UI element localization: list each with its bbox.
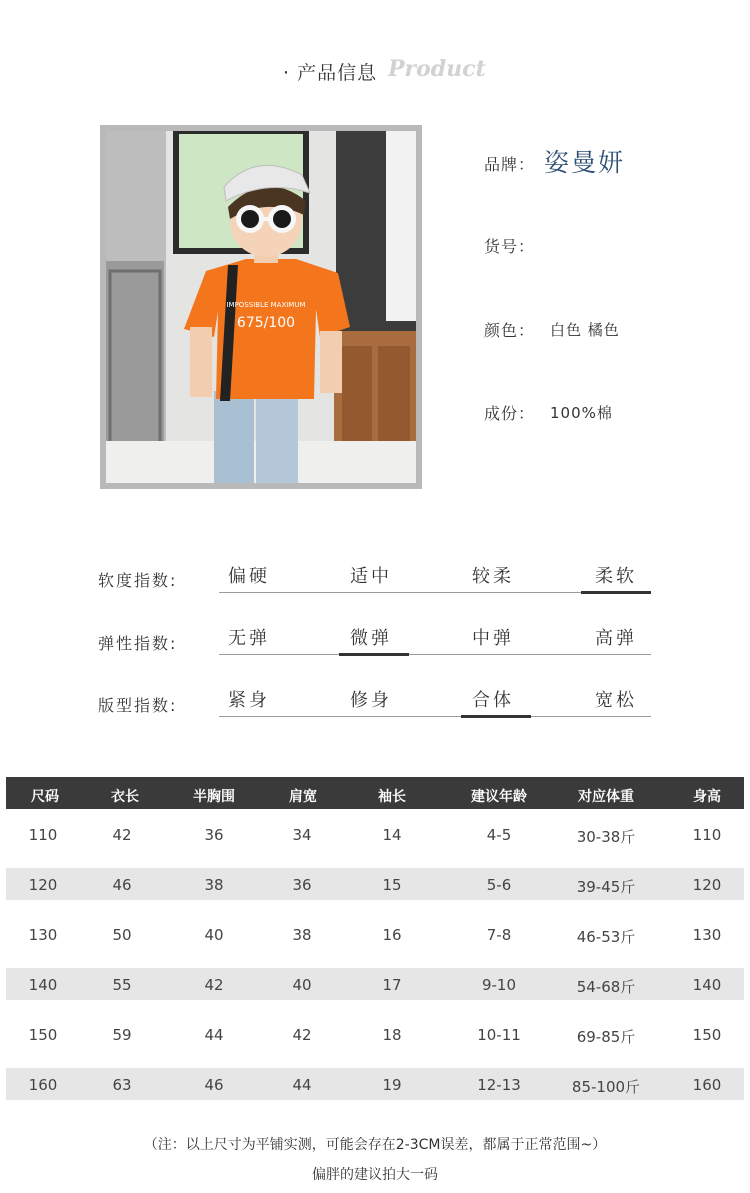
col-header-age: 建议年龄 xyxy=(471,789,527,805)
table-cell: 30-38斤 xyxy=(576,828,636,846)
table-cell: 42 xyxy=(292,1026,312,1044)
table-cell: 12-13 xyxy=(477,1076,521,1094)
table-cell: 110 xyxy=(28,826,58,844)
fit-selected-marker xyxy=(461,715,531,718)
shirt-print-line1: IMPOSSIBLE MAXIMUM xyxy=(226,301,306,309)
table-cell: 50 xyxy=(112,926,132,944)
table-cell: 120 xyxy=(28,876,58,894)
table-cell: 54-68斤 xyxy=(576,978,636,996)
table-cell: 36 xyxy=(204,826,224,844)
table-cell: 130 xyxy=(692,926,722,944)
table-cell: 85-100斤 xyxy=(571,1078,641,1096)
col-header-shoulder: 肩宽 xyxy=(289,789,317,805)
col-header-size: 尺码 xyxy=(31,789,59,805)
softness-option-4: 柔软 xyxy=(595,566,637,587)
table-cell: 10-11 xyxy=(477,1026,521,1044)
fit-scale-line xyxy=(219,716,651,717)
table-cell: 38 xyxy=(204,876,224,894)
material-label: 成份： xyxy=(484,404,536,423)
fit-option-1: 紧身 xyxy=(228,690,270,711)
fit-option-2: 修身 xyxy=(350,690,392,711)
table-cell: 160 xyxy=(692,1076,722,1094)
table-cell: 4-5 xyxy=(486,826,512,844)
table-cell: 7-8 xyxy=(486,926,512,944)
elasticity-index-label: 弹性指数: xyxy=(98,634,178,653)
col-header-length: 衣长 xyxy=(111,789,139,805)
table-cell: 150 xyxy=(28,1026,58,1044)
product-photo xyxy=(106,131,416,483)
col-header-half-chest: 半胸围 xyxy=(193,789,235,805)
table-cell: 140 xyxy=(692,976,722,994)
material-value: 100%棉 xyxy=(550,404,613,422)
table-cell: 39-45斤 xyxy=(576,878,636,896)
table-cell: 36 xyxy=(292,876,312,894)
col-header-weight: 对应体重 xyxy=(578,789,634,805)
table-cell: 110 xyxy=(692,826,722,844)
elasticity-option-3: 中弹 xyxy=(472,628,514,649)
table-cell: 140 xyxy=(28,976,58,994)
elasticity-selected-marker xyxy=(339,653,409,656)
sku-label: 货号： xyxy=(484,237,536,256)
fit-option-3: 合体 xyxy=(472,690,514,711)
section-title: · 产品信息 xyxy=(283,62,378,84)
elasticity-option-2: 微弹 xyxy=(350,628,392,649)
table-cell: 9-10 xyxy=(481,976,517,994)
color-value: 白色 橘色 xyxy=(550,321,620,339)
table-cell: 15 xyxy=(382,876,402,894)
softness-selected-marker xyxy=(581,591,651,594)
table-cell: 5-6 xyxy=(486,876,512,894)
softness-option-2: 适中 xyxy=(350,566,392,587)
section-title-en: Product xyxy=(388,56,486,82)
table-cell: 38 xyxy=(292,926,312,944)
table-cell: 14 xyxy=(382,826,402,844)
table-cell: 63 xyxy=(112,1076,132,1094)
table-cell: 42 xyxy=(112,826,132,844)
elasticity-option-4: 高弹 xyxy=(595,628,637,649)
table-cell: 46-53斤 xyxy=(576,928,636,946)
softness-option-3: 较柔 xyxy=(472,566,514,587)
table-cell: 46 xyxy=(112,876,132,894)
table-cell: 16 xyxy=(382,926,402,944)
softness-option-1: 偏硬 xyxy=(228,566,270,587)
size-advice-note: 偏胖的建议拍大一码 xyxy=(312,1167,438,1183)
elasticity-option-1: 无弹 xyxy=(228,628,270,649)
softness-index-label: 软度指数: xyxy=(98,571,178,590)
fit-index-label: 版型指数: xyxy=(98,696,178,715)
table-cell: 44 xyxy=(292,1076,312,1094)
table-cell: 160 xyxy=(28,1076,58,1094)
product-photo-frame xyxy=(100,125,422,489)
table-cell: 18 xyxy=(382,1026,402,1044)
table-cell: 46 xyxy=(204,1076,224,1094)
shirt-print-line2: 675/100 xyxy=(236,315,296,331)
col-header-sleeve: 袖长 xyxy=(378,789,406,805)
table-cell: 40 xyxy=(204,926,224,944)
measurement-note: （注：以上尺寸为平铺实测，可能会存在2-3CM误差，都属于正常范围~） xyxy=(143,1137,607,1153)
table-cell: 150 xyxy=(692,1026,722,1044)
table-cell: 42 xyxy=(204,976,224,994)
table-cell: 55 xyxy=(112,976,132,994)
table-cell: 44 xyxy=(204,1026,224,1044)
brand-label: 品牌： xyxy=(484,155,536,174)
color-label: 颜色： xyxy=(484,321,536,340)
table-cell: 59 xyxy=(112,1026,132,1044)
table-cell: 40 xyxy=(292,976,312,994)
table-cell: 17 xyxy=(382,976,402,994)
col-header-height: 身高 xyxy=(693,789,721,805)
table-cell: 69-85斤 xyxy=(576,1028,636,1046)
table-cell: 19 xyxy=(382,1076,402,1094)
table-cell: 34 xyxy=(292,826,312,844)
brand-value: 姿曼妍 xyxy=(544,148,626,177)
table-cell: 130 xyxy=(28,926,58,944)
table-cell: 120 xyxy=(692,876,722,894)
product-photo-illustration xyxy=(106,131,416,483)
elasticity-scale-line xyxy=(219,654,651,655)
fit-option-4: 宽松 xyxy=(595,690,637,711)
